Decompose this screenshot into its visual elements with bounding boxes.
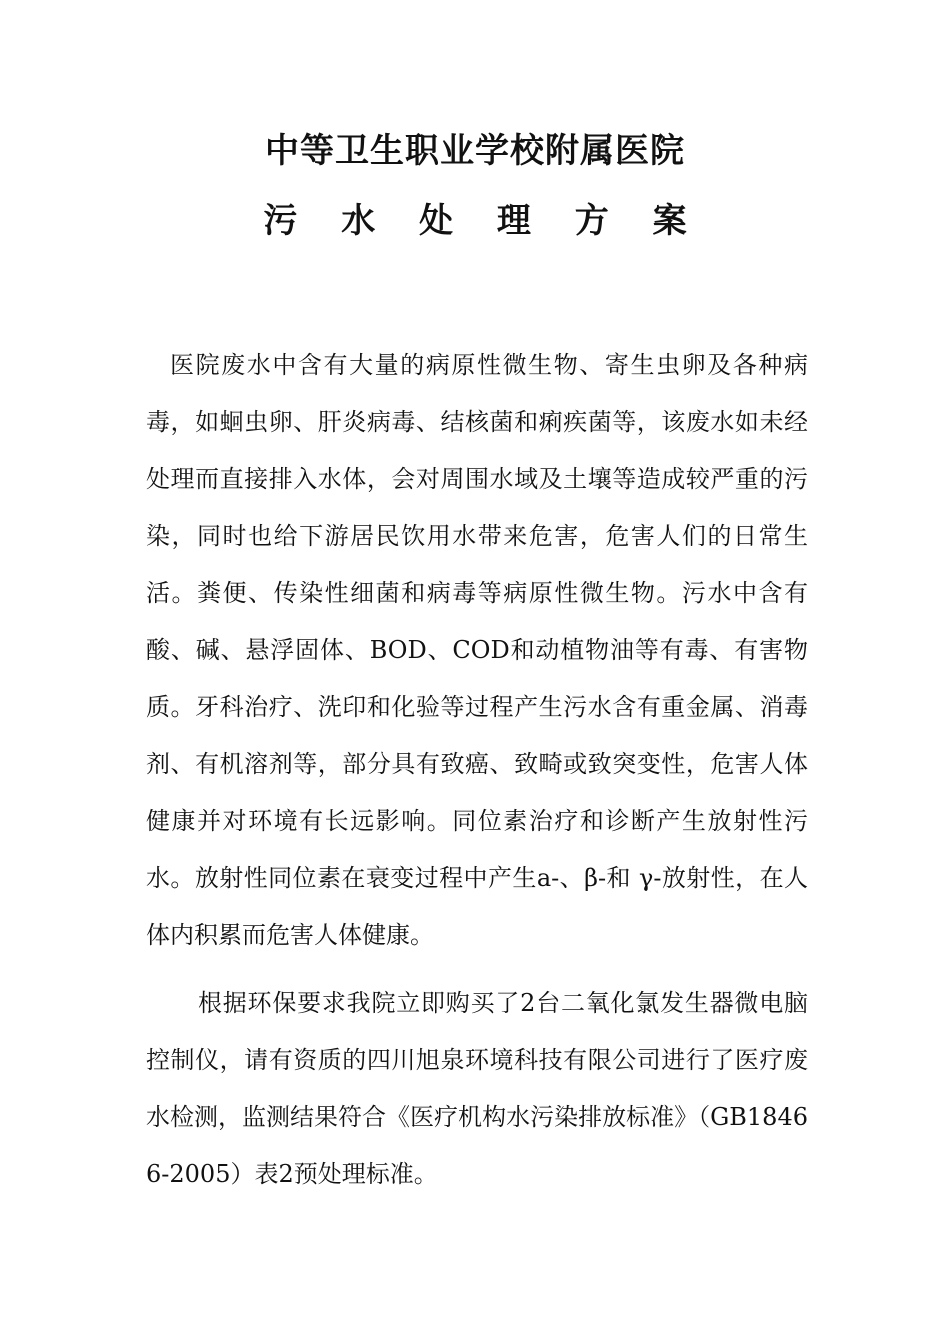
- body-paragraph-1: 医院废水中含有大量的病原性微生物、寄生虫卵及各种病毒，如蛔虫卵、肝炎病毒、结核菌和痢疾菌等，该废水如未经处理而直接排入水体，会对周围水域及土壤等造成较严重的污染，同时也给下游居民饮用水带来危害，危害人们的日常生活。粪便、传染性细菌和病毒等病原性微生物。污水中含有酸、碱、悬浮固体、BOD、COD和动植物油等有毒、有害物质。牙科治疗、洗印和化验等过程产生污水含有重金属、消毒剂、有机溶剂等，部分具有致癌、致畸或致突变性，危害人体健康并对环境有长远影响。同位素治疗和诊断产生放射性污水。放射性同位素在衰变过程中产生a-、β-和 γ-放射性，在人体内积累而危害人体健康。: [146, 351, 808, 949]
- document-subtitle: 污 水 处 理 方 案: [263, 201, 703, 241]
- body-paragraph-2: 根据环保要求我院立即购买了2台二氧化氯发生器微电脑控制仪，请有资质的四川旭泉环境科技有限公司进行了医疗废水检测，监测结果符合《医疗机构水污染排放标准》（GB18466-2005）表2预处理标准。: [146, 989, 808, 1188]
- document-title: 中等卫生职业学校附属医院: [265, 131, 685, 171]
